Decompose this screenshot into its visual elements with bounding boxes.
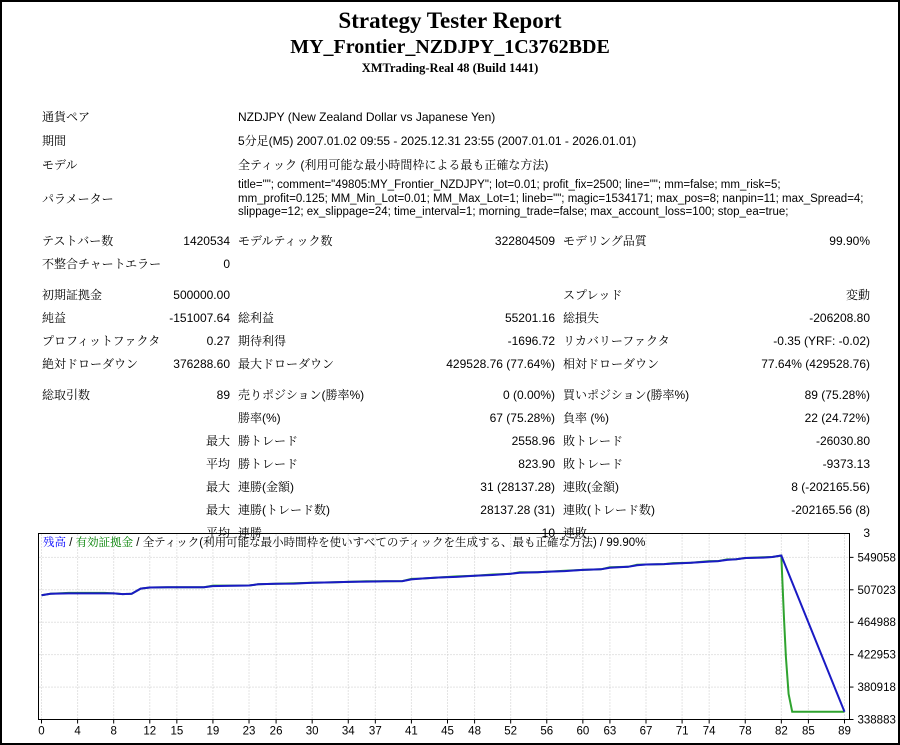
- stat-row: [42, 307, 870, 330]
- stat-row: [42, 353, 870, 376]
- stat-cell: 376288.60: [173, 356, 230, 371]
- y-axis-tick-label: 464988: [857, 617, 896, 630]
- stat-cell: 売りポジション(勝率%): [238, 387, 365, 402]
- info-row: [42, 129, 870, 153]
- x-axis-tick-label: 63: [603, 725, 617, 738]
- stat-cell: [42, 499, 164, 522]
- y-axis-tick-label: 338883: [857, 714, 896, 727]
- info-label: モデル: [42, 158, 78, 172]
- x-axis-tick-label: 78: [738, 725, 752, 738]
- stat-cell: 連勝(金額): [238, 479, 294, 494]
- stat-cell: 67 (75.28%): [489, 410, 555, 425]
- info-label: 通貨ペア: [42, 110, 91, 124]
- stat-cell: [388, 284, 555, 307]
- stat-cell: 平均: [205, 456, 230, 471]
- x-axis-tick-label: 23: [242, 725, 256, 738]
- stat-row: [42, 253, 870, 276]
- x-axis-tick-label: 56: [540, 725, 554, 738]
- stat-cell: 総利益: [238, 310, 275, 325]
- report-header: [2, 2, 898, 76]
- stat-cell: 99.90%: [829, 233, 870, 248]
- stat-cell: 0.27: [206, 333, 230, 348]
- stat-cell: 55201.16: [504, 310, 555, 325]
- info-value: title=""; comment="49805:MY_Frontier_NZDJPY"; lot=0.01; profit_fix=2500; line=""; mm=false; mm_risk=5; mm_profit=0.125; MM_Min_Lot=0.01; MM_Max_Lot=1; lineb=""; magic=1534171; max_pos=8; nanpin=11; max_Spread=4; slippage=12; ex_slippage=24; time_interval=1; morning_trade=false; max_account_loss=100; stop_ea=true;: [238, 179, 864, 218]
- stat-row: [42, 330, 870, 353]
- stat-cell: 3: [863, 525, 870, 540]
- x-axis-tick-label: 26: [269, 725, 283, 738]
- stat-cell: 平均: [205, 525, 230, 540]
- x-axis-tick-label: 82: [774, 725, 788, 738]
- y-axis-tick-label: 380918: [857, 682, 896, 695]
- stat-cell: 不整合チャートエラー: [42, 256, 162, 271]
- info-value: 5分足(M5) 2007.01.02 09:55 - 2025.12.31 23:55 (2007.01.01 - 2026.01.01): [238, 134, 637, 148]
- info-value: 全ティック (利用可能な最小時間枠による最も正確な方法): [238, 158, 549, 172]
- stat-cell: 変動: [845, 287, 870, 302]
- stat-cell: -151007.64: [169, 310, 230, 325]
- stat-cell: 31 (28137.28): [480, 479, 555, 494]
- stat-cell: -202165.56 (8): [791, 502, 870, 517]
- x-axis-tick-label: 60: [576, 725, 590, 738]
- stat-cell: -206208.80: [809, 310, 870, 325]
- stat-row: [42, 384, 870, 407]
- info-row: [42, 105, 870, 129]
- stat-cell: 最大ドローダウン: [238, 356, 335, 371]
- stat-cell: 負率 (%): [563, 410, 609, 425]
- x-axis-tick-label: 37: [368, 725, 382, 738]
- stat-cell: [42, 476, 164, 499]
- stat-cell: 純益: [42, 310, 67, 325]
- stat-cell: 連敗(金額): [563, 479, 619, 494]
- chart-legend: [43, 537, 645, 550]
- balance-line: [42, 556, 845, 712]
- x-axis-tick-label: 0: [38, 725, 45, 738]
- stat-row: [42, 230, 870, 253]
- ea-name: MY_Frontier_NZDJPY_1C3762BDE: [290, 36, 610, 58]
- stat-cell: 勝トレード: [238, 456, 299, 471]
- info-row: [42, 179, 870, 220]
- x-axis-tick-label: 48: [468, 725, 481, 738]
- stat-cell: 期待利得: [238, 333, 287, 348]
- info-label: パラメーター: [42, 191, 114, 206]
- stat-cell: -0.35 (YRF: -0.02): [773, 333, 870, 348]
- legend-model-label: 全ティック(利用可能な最小時間枠を使いすべてのティックを生成する、最も正確な方法): [142, 537, 597, 549]
- stat-cell: 322804509: [494, 233, 555, 248]
- stat-cell: 初期証拠金: [42, 287, 103, 302]
- equity-curve-svg: [38, 533, 900, 738]
- legend-equity-label: 有効証拠金: [75, 537, 134, 549]
- x-axis-tick-label: 74: [702, 725, 716, 738]
- stat-row: [42, 407, 870, 430]
- stat-cell: 連敗(トレード数): [563, 502, 655, 517]
- stat-cell: 最大: [205, 502, 230, 517]
- stat-cell: -9373.13: [822, 456, 870, 471]
- stat-cell: 823.90: [518, 456, 555, 471]
- stat-cell: 相対ドローダウン: [563, 356, 660, 371]
- stat-cell: 22 (24.72%): [804, 410, 870, 425]
- stat-cell: テストバー数: [42, 233, 114, 248]
- stat-cell: 最大: [205, 479, 230, 494]
- stat-cell: 2558.96: [511, 433, 555, 448]
- stat-row: [42, 284, 870, 307]
- stat-cell: 総取引数: [42, 387, 91, 402]
- page-title: Strategy Tester Report: [338, 8, 562, 33]
- x-axis-tick-label: 89: [838, 725, 851, 738]
- y-axis-tick-label: 422953: [857, 649, 896, 662]
- stat-cell: 1420534: [183, 233, 230, 248]
- stat-cell: -1696.72: [507, 333, 555, 348]
- stat-row: [42, 430, 870, 453]
- x-axis-tick-label: 45: [441, 725, 454, 738]
- stat-cell: 連勝(トレード数): [238, 502, 330, 517]
- stat-cell: 77.64% (429528.76): [761, 356, 870, 371]
- broker-build: XMTrading-Real 48 (Build 1441): [361, 61, 539, 75]
- balance-chart: [38, 533, 900, 738]
- stats-table: [42, 230, 870, 545]
- stat-cell: 89: [216, 387, 230, 402]
- stat-cell: [563, 253, 713, 276]
- stat-cell: 10: [541, 525, 555, 540]
- report-body: [42, 105, 870, 545]
- stat-cell: モデリング品質: [563, 233, 647, 248]
- y-axis-tick-label: 549058: [857, 552, 896, 565]
- stat-cell: 89 (75.28%): [804, 387, 870, 402]
- stat-cell: 敗トレード: [563, 433, 624, 448]
- stat-cell: [388, 253, 555, 276]
- stat-cell: 429528.76 (77.64%): [446, 356, 555, 371]
- x-axis-tick-label: 12: [143, 725, 157, 738]
- stat-cell: [164, 407, 230, 430]
- x-axis-tick-label: 15: [170, 725, 184, 738]
- stat-cell: 0 (0.00%): [502, 387, 555, 402]
- stat-cell: 連敗: [563, 525, 588, 540]
- stat-cell: 最大: [205, 433, 230, 448]
- y-axis-tick-label: 507023: [857, 584, 896, 597]
- x-axis-tick-label: 8: [110, 725, 117, 738]
- x-axis-tick-label: 41: [405, 725, 418, 738]
- info-table: [42, 105, 870, 220]
- x-axis-tick-label: 85: [802, 725, 815, 738]
- stat-cell: リカバリーファクタ: [563, 333, 670, 348]
- legend-separator: /: [66, 537, 76, 549]
- stat-cell: [713, 253, 870, 276]
- x-axis-tick-label: 71: [675, 725, 689, 738]
- legend-separator: /: [596, 537, 607, 549]
- stat-cell: -26030.80: [815, 433, 870, 448]
- stat-cell: 連勝: [238, 525, 263, 540]
- stat-cell: 8 (-202165.56): [791, 479, 870, 494]
- stat-cell: 0: [223, 256, 230, 271]
- stat-cell: モデルティック数: [238, 233, 333, 248]
- stat-cell: [42, 407, 164, 430]
- stat-cell: 総損失: [563, 310, 600, 325]
- stat-row: [42, 453, 870, 476]
- legend-quality: 99.90%: [606, 537, 646, 549]
- stat-cell: 500000.00: [173, 287, 230, 302]
- stat-cell: 敗トレード: [563, 456, 624, 471]
- stat-cell: [238, 253, 388, 276]
- stat-cell: 勝率(%): [238, 410, 281, 425]
- info-label: 期間: [42, 134, 67, 148]
- x-axis-tick-label: 4: [74, 725, 81, 738]
- x-axis-tick-label: 67: [639, 725, 653, 738]
- stat-cell: [238, 284, 388, 307]
- legend-balance-label: 残高: [43, 537, 66, 549]
- info-row: [42, 153, 870, 177]
- info-value: NZDJPY (New Zealand Dollar vs Japanese Yen): [238, 110, 496, 124]
- x-axis-tick-label: 34: [341, 725, 355, 738]
- legend-separator: /: [133, 537, 143, 549]
- stat-cell: 買いポジション(勝率%): [563, 387, 690, 402]
- stat-row: [42, 476, 870, 499]
- equity-line: [42, 556, 845, 712]
- x-axis-tick-label: 30: [305, 725, 319, 738]
- stat-cell: [42, 430, 164, 453]
- stat-cell: スプレッド: [563, 287, 623, 302]
- stat-cell: [42, 453, 164, 476]
- x-axis-tick-label: 52: [504, 725, 518, 738]
- stat-row: [42, 499, 870, 522]
- stat-cell: 勝トレード: [238, 433, 299, 448]
- stat-cell: プロフィットファクタ: [42, 333, 161, 348]
- stat-cell: 28137.28 (31): [480, 502, 555, 517]
- x-axis-tick-label: 19: [206, 725, 220, 738]
- stat-cell: 絶対ドローダウン: [42, 356, 139, 371]
